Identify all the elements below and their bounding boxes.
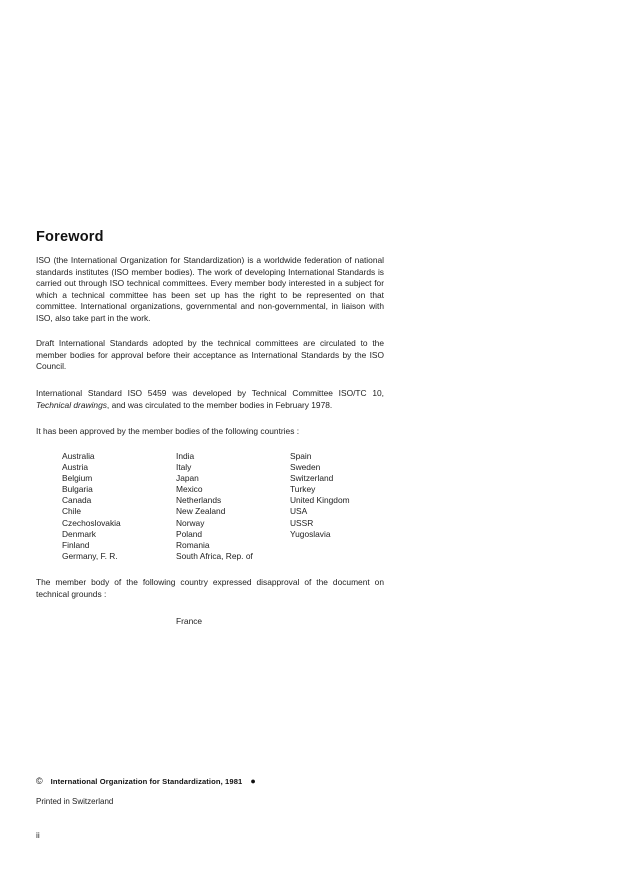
country-name: Czechoslovakia <box>62 517 121 528</box>
country-name: Finland <box>62 539 90 550</box>
copyright-holder: International Organization for Standardization, 1981 <box>50 776 243 786</box>
country-name: Yugoslavia <box>290 528 331 539</box>
country-name: USSR <box>290 517 314 528</box>
disapproval-intro: The member body of the following country expressed disapproval of the document on technical grounds : <box>36 577 384 599</box>
standard-text-start: International Standard ISO 5459 was developed by Technical Committee ISO/TC 10, <box>36 388 384 398</box>
committee-name: Technical drawings <box>36 399 107 410</box>
approving-countries-list <box>62 451 402 562</box>
foreword-paragraph-iso: ISO (the International Organization for Standardization) is a worldwide federation of national standards institutes (ISO member bodies). The work of developing International Standards is carried out through ISO technical committees. Every member body interested in a subject for which a technical committee has been set up has the right to be represented on that committee. International organizations, governmental and non-governmental, in liaison with ISO, also take part in the work. <box>36 255 384 323</box>
country-name: Switzerland <box>290 473 334 484</box>
country-name: Japan <box>176 473 199 484</box>
countries-column-2 <box>176 451 290 562</box>
country-name: Poland <box>176 528 203 539</box>
page-number: ii <box>36 830 40 840</box>
country-name: Austria <box>62 462 89 473</box>
country-name: Germany, F. R. <box>62 550 118 561</box>
disapproving-country: France <box>176 616 203 626</box>
foreword-paragraph-standard <box>36 388 384 411</box>
country-name: Mexico <box>176 484 203 495</box>
country-name: Sweden <box>290 462 321 473</box>
country-name: Spain <box>290 451 312 461</box>
foreword-paragraph-draft: Draft International Standards adopted by the technical committees are circulated to the member bodies for approval before their acceptance as International Standards by the ISO Council. <box>36 338 384 371</box>
country-name: Romania <box>176 539 210 550</box>
copyright-icon: © <box>36 776 43 786</box>
country-name: Bulgaria <box>62 484 93 495</box>
country-name: Chile <box>62 506 82 517</box>
country-name: USA <box>290 506 308 517</box>
country-name: South Africa, Rep. of <box>176 550 253 561</box>
country-name: Italy <box>176 462 192 473</box>
standard-text-end: , and was circulated to the member bodies in February 1978. <box>106 399 333 410</box>
country-name: United Kingdom <box>290 495 350 506</box>
country-name: Netherlands <box>176 495 222 506</box>
country-name: Canada <box>62 495 92 506</box>
country-name: Belgium <box>62 473 93 484</box>
copyright-notice <box>36 776 256 786</box>
country-name: Turkey <box>290 484 316 495</box>
approval-intro: It has been approved by the member bodies of the following countries : <box>36 426 300 436</box>
bullet-icon: ● <box>250 776 256 786</box>
printed-location: Printed in Switzerland <box>36 797 114 806</box>
countries-column-3 <box>290 451 402 562</box>
page-title: Foreword <box>36 229 104 245</box>
country-name: India <box>176 451 195 461</box>
country-name: Norway <box>176 517 205 528</box>
country-name: Australia <box>62 451 95 461</box>
country-name: New Zealand <box>176 506 226 517</box>
country-name: Denmark <box>62 528 96 539</box>
countries-column-1 <box>62 451 176 562</box>
